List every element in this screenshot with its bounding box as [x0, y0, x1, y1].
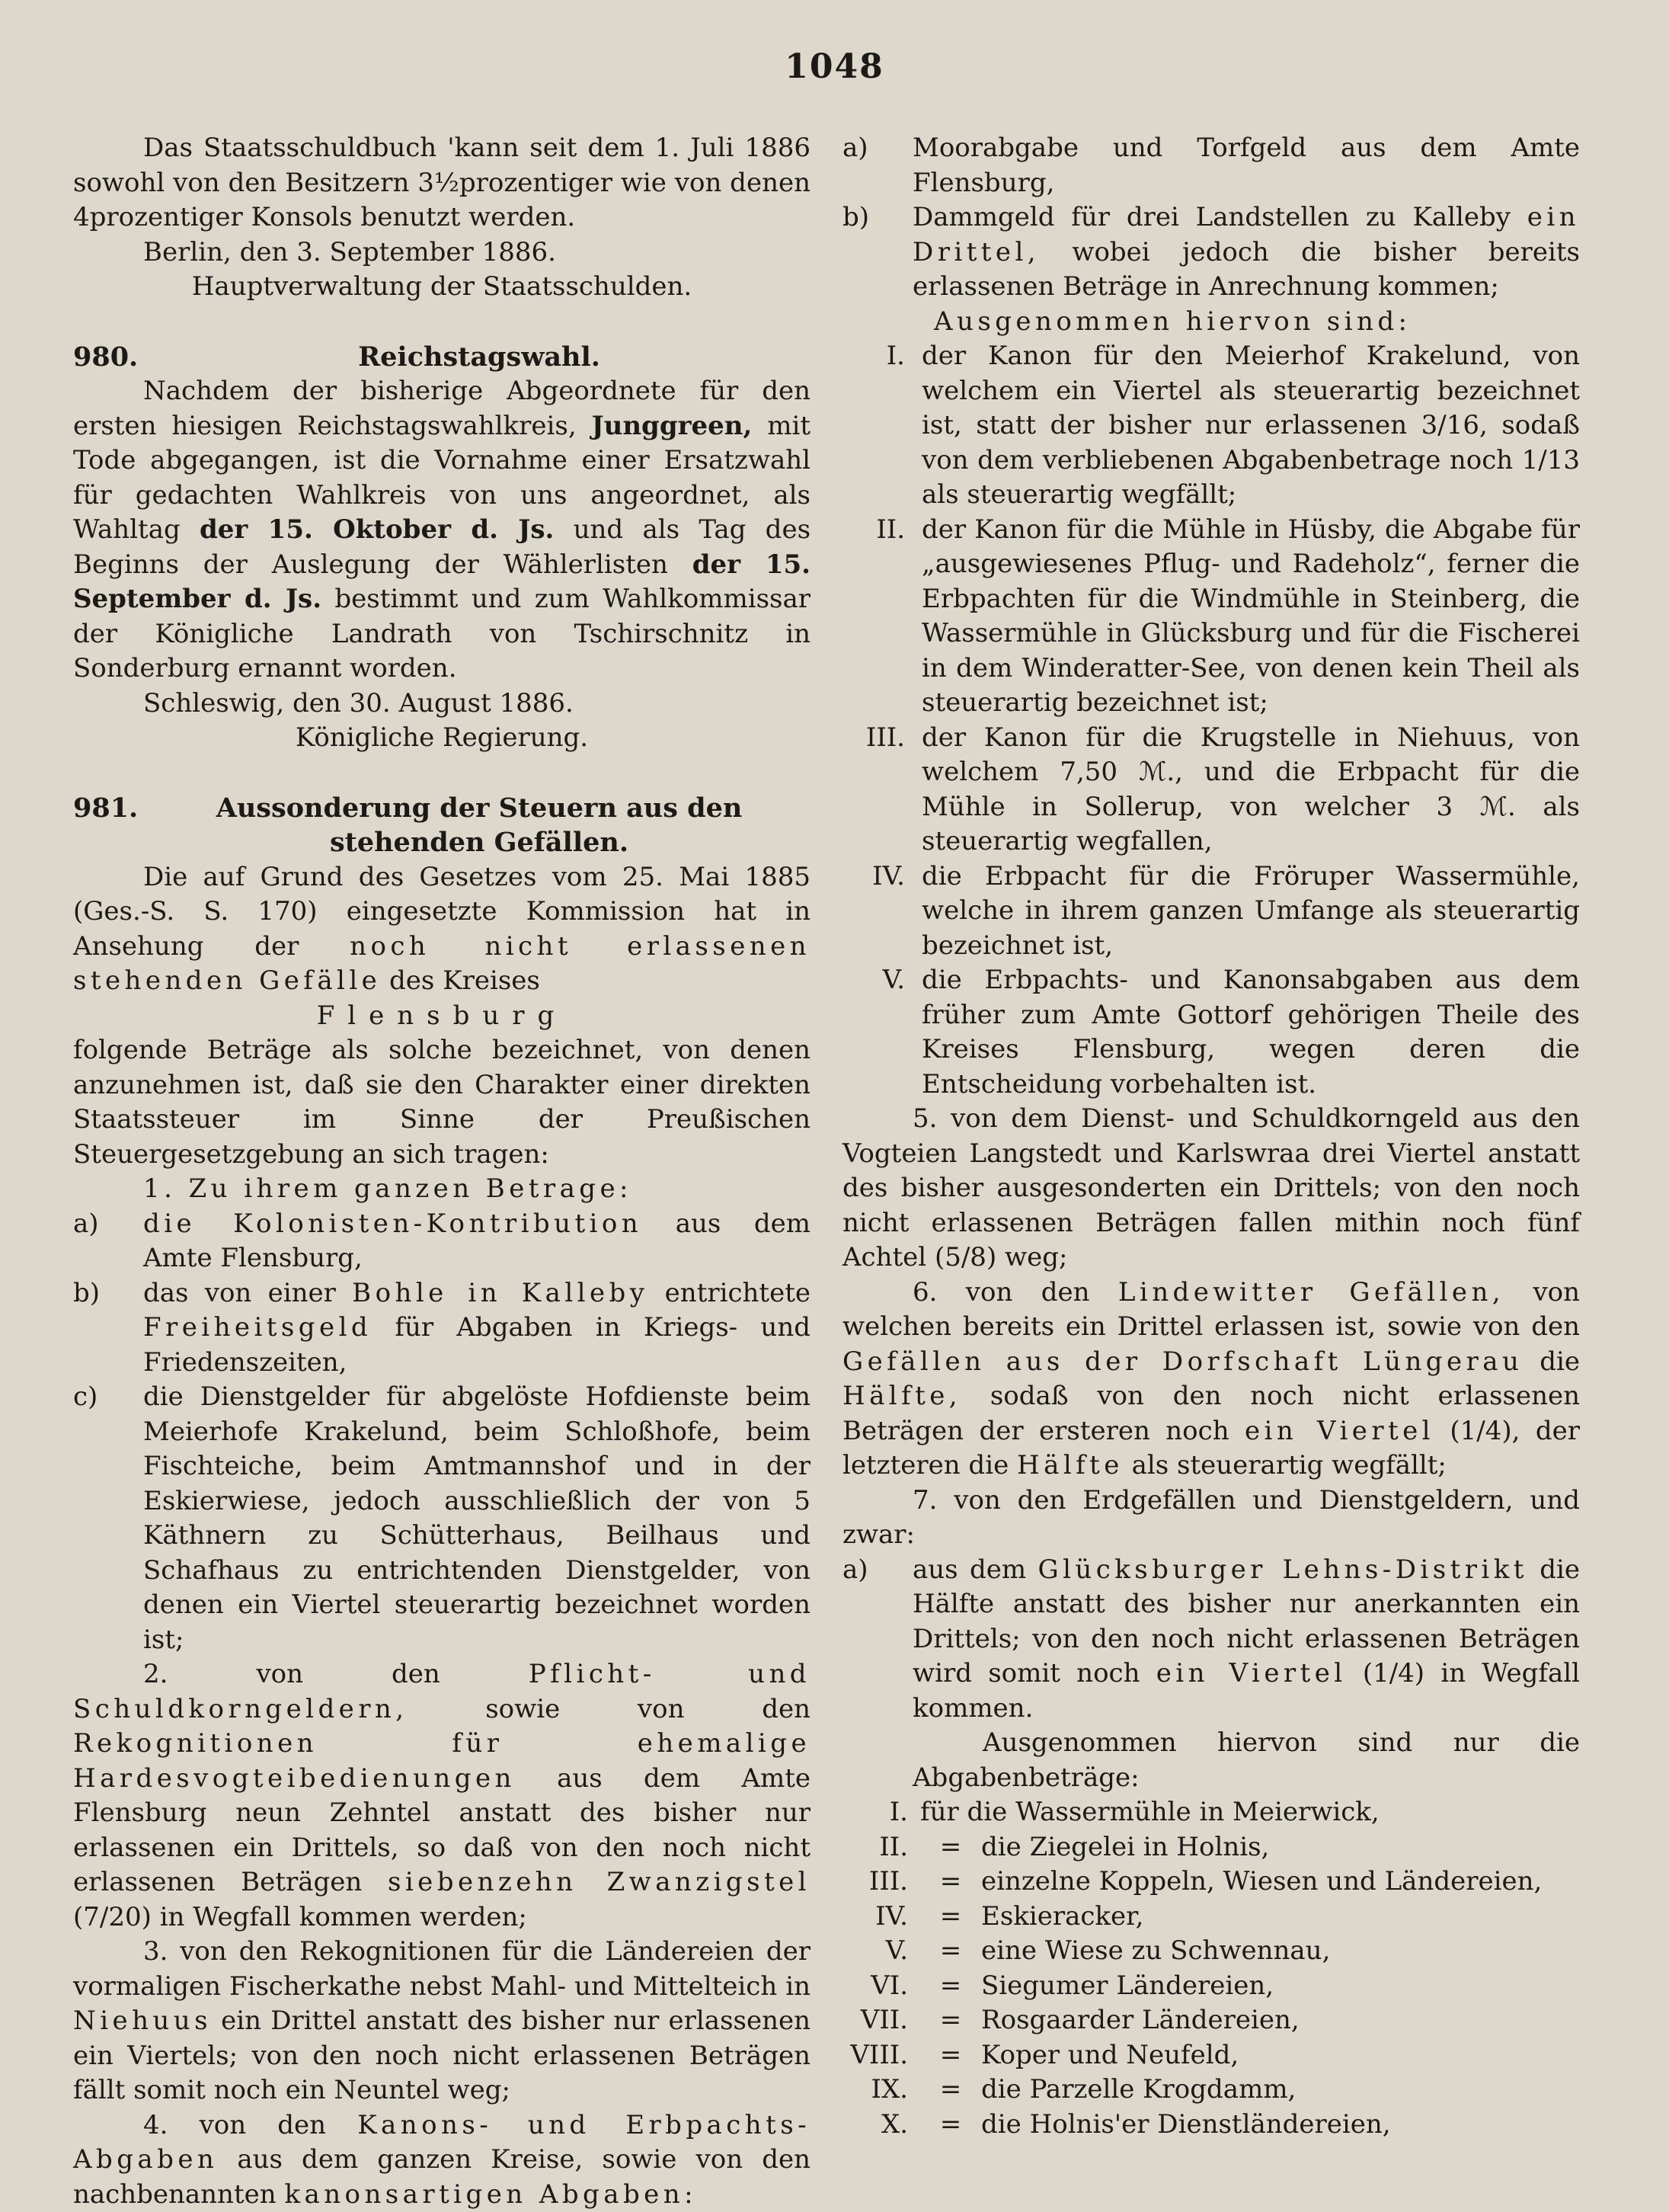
- list-item-right-b: b) Dammgeld für drei Landstellen zu Kalleby ein Drittel, wobei jedoch die bisher bereits erlassenen Beträge in Anrechnung kommen;: [842, 200, 1580, 305]
- heading-full-amount: 1. Zu ihrem ganzen Betrage:: [73, 1172, 811, 1207]
- exclusion-item: IV. = Eskieracker,: [842, 1900, 1580, 1935]
- intro-signature: Hauptverwaltung der Staatsschulden.: [73, 270, 811, 305]
- exclusion-item: IX. = die Parzelle Krogdamm,: [842, 2073, 1580, 2108]
- exception-item: II. der Kanon für die Mühle in Hüsby, die Abgabe für „ausgewiesenes Pflug- und Radeholz“, ferner die Erbpachten für die Windmühle in Steinberg, die Wassermühle in Glücksburg und für die Fischerei in dem Winderatter-See, von denen kein Theil als steuerartig bezeichnet ist;: [842, 513, 1580, 721]
- section-981-number: 981.: [73, 791, 148, 860]
- list-item-c: c) die Dienstgelder für abgelöste Hofdienste beim Meierhofe Krakelund, beim Schloßhofe, beim Fischteiche, beim Amtmannshof und in der Eskierwiese, jedoch ausschließlich der von 5 Käthnern zu Schütterhaus, Beilhaus und Schafhaus zu entrichtenden Dienstgelder, von denen ein Viertel steuerartig bezeichnet worden ist;: [73, 1380, 811, 1657]
- section-981-paragraph-2: folgende Beträge als solche bezeichnet, von denen anzunehmen ist, daß sie den Charakter einer direkten Staatssteuer im Sinne der Preußischen Steuergesetzgebung an sich tragen:: [73, 1033, 811, 1172]
- right-column: [842, 131, 1580, 2142]
- section-981-header: [73, 791, 811, 860]
- exclusion-item: VI. = Siegumer Ländereien,: [842, 1969, 1580, 2004]
- list-item-7a: a) aus dem Glücksburger Lehns-Distrikt die Hälfte anstatt des bisher nur anerkannten ein Drittels; von den noch nicht erlassenen Beträgen wird somit noch ein Viertel (1/4) in Wegfall kommen.: [842, 1553, 1580, 1727]
- paragraph-2: 2. von den Pflicht- und Schuldkorngeldern, sowie von den Rekognitionen für ehemalige Hardesvogteibedienungen aus dem Amte Flensburg neun Zehntel anstatt des bisher nur erlassenen ein Drittels, so daß von den noch nicht erlassenen Beträgen siebenzehn Zwanzigstel (7/20) in Wegfall kommen werden;: [73, 1657, 811, 1935]
- paragraph-7: 7. von den Erdgefällen und Dienstgeldern, und zwar:: [842, 1484, 1580, 1553]
- paragraph-4: 4. von den Kanons- und Erbpachts-Abgaben aus dem ganzen Kreise, sowie von den nachbenannten kanonsartigen Abgaben:: [73, 2108, 811, 2212]
- deceased-name: Junggreen,: [592, 411, 753, 441]
- election-date: der 15. Oktober d. Js.: [200, 514, 554, 545]
- exception-item: I. der Kanon für den Meierhof Krakelund, von welchem ein Viertel als steuerartig bezeichnet ist, statt der bisher nur erlassenen 3/16, sodaß von dem verbliebenen Abgabenbetrage noch 1/13 als steuerartig wegfällt;: [842, 339, 1580, 513]
- exclusion-item: II. = die Ziegelei in Holnis,: [842, 1830, 1580, 1865]
- intro-date: Berlin, den 3. September 1886.: [73, 235, 811, 270]
- exclusion-item: VII. = Rosgaarder Ländereien,: [842, 2003, 1580, 2038]
- section-980-number: 980.: [73, 340, 148, 375]
- exception-item: V. die Erbpachts- und Kanonsabgaben aus dem früher zum Amte Gottorf gehörigen Theile des Kreises Flensburg, wegen deren die Entscheidung vorbehalten ist.: [842, 963, 1580, 1102]
- section-980-title: Reichstagswahl.: [148, 340, 811, 375]
- paragraph-5: 5. von dem Dienst- und Schuldkorngeld aus den Vogteien Langstedt und Karlswraa drei Viertel anstatt des bisher ausgesonderten ein Drittels; von den noch nicht erlassenen Beträgen fallen mithin noch fünf Achtel (5/8) weg;: [842, 1102, 1580, 1276]
- list-item-right-a: a) Moorabgabe und Torfgeld aus dem Amte Flensburg,: [842, 131, 1580, 200]
- left-column: [73, 131, 811, 2212]
- section-981-title: Aussonderung der Steuern aus den stehenden Gefällen.: [148, 791, 811, 860]
- exception-item: III. der Kanon für die Krugstelle in Niehuus, von welchem 7,50 ℳ., und die Erbpacht für die Mühle in Sollerup, von welcher 3 ℳ. als steuerartig wegfallen,: [842, 721, 1580, 860]
- exceptions-heading-2: Ausgenommen hiervon sind nur die Abgabenbeträge:: [842, 1726, 1580, 1795]
- kreis-name: Flensburg: [73, 999, 811, 1034]
- exclusion-item: X. = die Holnis'er Dienstländereien,: [842, 2108, 1580, 2143]
- list-item-b: b) das von einer Bohle in Kalleby entrichtete Freiheitsgeld für Abgaben in Kriegs- und Friedenszeiten,: [73, 1276, 811, 1381]
- section-980-header: [73, 340, 811, 375]
- lists-date: der 15. September d. Js.: [73, 549, 811, 615]
- exclusion-item: V. = eine Wiese zu Schwennau,: [842, 1934, 1580, 1969]
- section-981-paragraph: Die auf Grund des Gesetzes vom 25. Mai 1885 (Ges.-S. S. 170) eingesetzte Kommission hat in Ansehung der noch nicht erlassenen stehenden Gefälle des Kreises: [73, 860, 811, 999]
- exclusion-item: III. = einzelne Koppeln, Wiesen und Ländereien,: [842, 1865, 1580, 1900]
- exclusion-item: I. für die Wassermühle in Meierwick,: [842, 1795, 1580, 1830]
- section-980-signature: Königliche Regierung.: [73, 721, 811, 756]
- list-item-a: a) die Kolonisten-Kontribution aus dem Amte Flensburg,: [73, 1207, 811, 1276]
- exclusion-item: VIII. = Koper und Neufeld,: [842, 2038, 1580, 2073]
- paragraph-6: 6. von den Lindewitter Gefällen, von welchen bereits ein Drittel erlassen ist, sowie von den Gefällen aus der Dorfschaft Lüngerau die Hälfte, sodaß von den noch nicht erlassenen Beträgen der ersteren noch ein Viertel (1/4), der letzteren die Hälfte als steuerartig wegfällt;: [842, 1276, 1580, 1484]
- exceptions-heading: Ausgenommen hiervon sind:: [842, 305, 1580, 340]
- exception-item: IV. die Erbpacht für die Fröruper Wassermühle, welche in ihrem ganzen Umfange als steuerartig bezeichnet ist,: [842, 860, 1580, 964]
- paragraph-3: 3. von den Rekognitionen für die Ländereien der vormaligen Fischerkathe nebst Mahl- und Mittelteich in Niehuus ein Drittel anstatt des bisher nur erlassenen ein Viertels; von den noch nicht erlassenen Beträgen fällt somit noch ein Neuntel weg;: [73, 1935, 811, 2108]
- section-980-paragraph: Nachdem der bisherige Abgeordnete für den ersten hiesigen Reichstagswahlkreis, Junggreen, mit Tode abgegangen, ist die Vornahme einer Ersatzwahl für gedachten Wahlkreis von uns angeordnet, als Wahltag der 15. Oktober d. Js. und als Tag des Beginns der Auslegung der Wählerlisten der 15. September d. Js. bestimmt und zum Wahlkommissar der Königliche Landrath von Tschirschnitz in Sonderburg ernannt worden.: [73, 374, 811, 687]
- section-980-date: Schleswig, den 30. August 1886.: [73, 687, 811, 722]
- intro-paragraph: Das Staatsschuldbuch 'kann seit dem 1. Juli 1886 sowohl von den Besitzern 3½prozentiger wie von denen 4prozentiger Konsols benutzt werden.: [73, 131, 811, 235]
- page-number: 1048: [0, 47, 1669, 86]
